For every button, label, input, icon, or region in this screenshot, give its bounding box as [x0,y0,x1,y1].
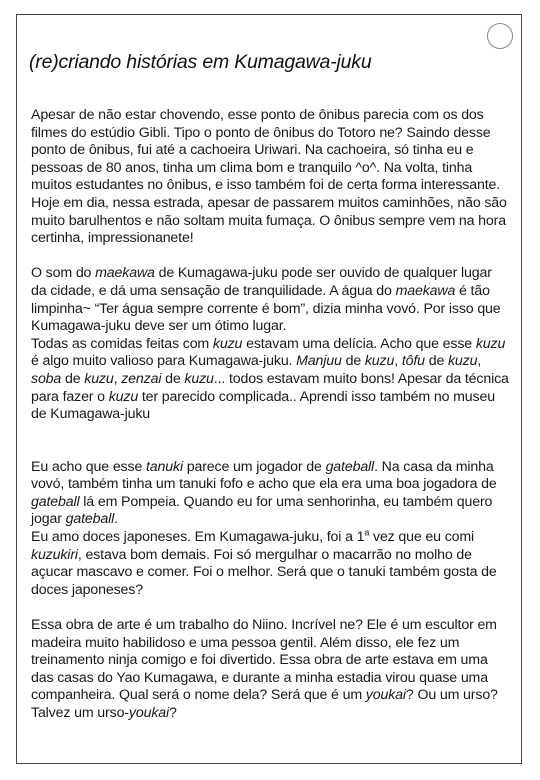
page-title: (re)criando histórias em Kumagawa-juku [29,51,372,73]
text-run: é tão limpinha~ “Ter água sempre corrente é bom”, dizia minha vovó. Por isso que Kumagawa-juku deve ser um ótimo lugar. [31,282,501,335]
paragraph-spacer [31,599,509,617]
text-run: ? Ou um urso? Talvez um urso- [31,687,498,721]
text-run: de [424,353,448,370]
italic-term: kuzu [108,388,139,405]
italic-term: zenzai [121,370,162,387]
italic-term: maekawa [395,282,456,299]
italic-term: gateball [325,458,375,475]
text-run: lá em Pompeia. Quando eu for uma senhorinha, eu também quero jogar [31,493,493,528]
text-run: Eu amo doces japoneses. Em Kumagawa-juku, foi a 1 [31,529,365,546]
paragraph-bus-stop [31,107,509,248]
italic-term: kuzu [447,353,478,370]
text-run: ? [169,705,177,721]
text-run: Eu acho que esse [31,458,146,475]
corner-circle-icon [487,23,513,49]
paragraph-tanuki [31,459,509,529]
italic-term: tôfu [401,353,425,370]
italic-term: tanuki [145,458,183,475]
paragraph-spacer [31,424,509,459]
italic-term: kuzu [84,370,114,387]
italic-term: kuzu [364,353,395,370]
text-run: de [341,353,365,370]
text-run: Apesar de não estar chovendo, esse ponto de ônibus parecia com os dos filmes do estúdio Gibli. Tipo o ponto de ônibus do Totoro ne? Saindo desse ponto de ônibus, fui até a cachoeira Uriwari. Na cachoeira, só tinha eu e pessoas de 80 anos, tinha um clima bom e tranquilo ^o^. Na volta, tinha muitos estudantes no ônibus, e isso também foi de certa forma interessante. Hoje em dia, nessa estrada, apesar de passarem muitos caminhões, não são muito barulhentos e não soltam muita fumaça. O ônibus sempre vem na hora certinha, impressionanete! [31,107,507,247]
italic-term: kuzu [212,335,243,352]
italic-term: maekawa [95,265,155,282]
article-body [31,107,509,723]
italic-term: kuzukiri [31,546,78,563]
italic-term: youkai [365,687,406,704]
text-run: . Na casa da minha vovó, também tinha um tanuki fofo e acho que ela era uma boa jogadora de [31,458,497,493]
page-frame [16,14,522,764]
paragraph-sweets [31,529,509,599]
text-run: de [61,370,85,387]
text-run: é algo muito valioso para Kumagawa-juku. [31,353,297,370]
text-run: de Kumagawa-juku pode ser ouvido de qualquer lugar da cidade, e dá uma sensação de tranquilidade. A água do [31,265,492,299]
text-run: de [161,370,185,387]
italic-term: gateball [31,493,80,510]
italic-term: gateball [65,511,115,528]
text-run: parece um jogador de [182,458,326,475]
text-run: ... todos estavam muito bons! Apesar da técnica para fazer o [31,370,509,405]
text-run: estavam uma delícia. Acho que esse [242,335,476,352]
superscript: a [364,527,370,538]
text-run: O som do [31,265,96,282]
text-run: vez que eu comi [369,529,475,546]
paragraph-maekawa [31,265,509,335]
text-run: Essa obra de arte é um trabalho do Niino. Incrível ne? Ele é um escultor em madeira muito habilidoso e uma pessoa gentil. Além disso, ele fez um treinamento ninja comigo e foi divertido. Essa obra de arte estava em uma das casas do Yao Kumagawa, e durante a minha estadia virou quase uma companheira. Qual será o nome dela? Será que é um [31,617,497,704]
text-run: , [394,353,402,370]
text-run: , [477,353,482,370]
italic-term: soba [31,370,62,387]
text-run: ter parecido complicada.. Aprendi isso também no museu de Kumagawa-juku [31,388,495,423]
text-run: , [113,370,122,387]
text-run: , estava bom demais. Foi só mergulhar o macarrão no molho de açucar mascavo e comer. Foi o melhor. Será que o tanuki também gosta de doces japoneses? [31,546,497,598]
paragraph-kuzu [31,336,509,424]
text-run: Todas as comidas feitas com [31,335,213,352]
paragraph-artwork [31,617,509,723]
paragraph-spacer [31,248,509,266]
italic-term: youkai [128,705,170,721]
italic-term: kuzu [475,335,506,352]
italic-term: kuzu [184,370,214,387]
italic-term: Manjuu [296,353,342,370]
text-run: . [114,511,118,528]
